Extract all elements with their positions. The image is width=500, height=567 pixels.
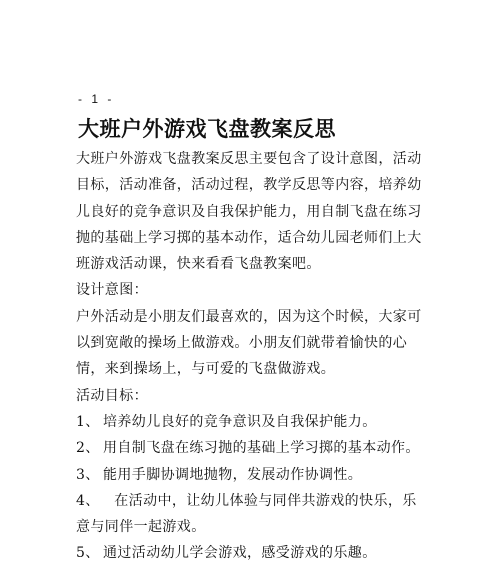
document-body (76, 146, 426, 567)
goal-text: 在活动中，让幼儿体验与同伴共游戏的快乐，乐意与同伴一起游戏。 (76, 492, 417, 536)
goal-text: 培养幼儿良好的竞争意识及自我保护能力。 (103, 413, 377, 430)
goal-number: 4、 (76, 492, 100, 509)
goal-text: 能用手脚协调地抛物，发展动作协调性。 (103, 466, 363, 483)
goal-number: 5、 (76, 545, 100, 562)
goal-item (76, 409, 426, 435)
design-paragraph: 户外活动是小朋友们最喜欢的，因为这个时候，大家可以到宽敞的操场上做游戏。小朋友们就带着愉快的心情，来到操场上，与可爱的飞盘做游戏。 (76, 308, 422, 378)
goal-number: 1、 (76, 413, 100, 430)
goal-text: 用自制飞盘在练习抛的基础上学习掷的基本动作。 (103, 440, 420, 457)
goal-item (76, 435, 426, 461)
goals-heading: 活动目标： (76, 387, 148, 404)
document-title: 大班户外游戏飞盘教案反思 (78, 116, 336, 141)
page-number: - 1 - (78, 92, 115, 106)
intro-paragraph: 大班户外游戏飞盘教案反思主要包含了设计意图，活动目标，活动准备，活动过程，教学反思等内容，培养幼儿良好的竞争意识及自我保护能力，用自制飞盘在练习抛的基础上学习掷的基本动作，适合幼儿园老师们上大班游戏活动课，快来看看飞盘教案吧。 (76, 151, 422, 273)
goal-item (76, 488, 426, 541)
goal-text: 通过活动幼儿学会游戏，感受游戏的乐趣。 (103, 545, 377, 562)
goal-item (76, 462, 426, 488)
goal-number: 2、 (76, 440, 100, 457)
goal-number: 3、 (76, 466, 100, 483)
design-heading: 设计意图： (76, 282, 148, 299)
goal-item (76, 540, 426, 566)
